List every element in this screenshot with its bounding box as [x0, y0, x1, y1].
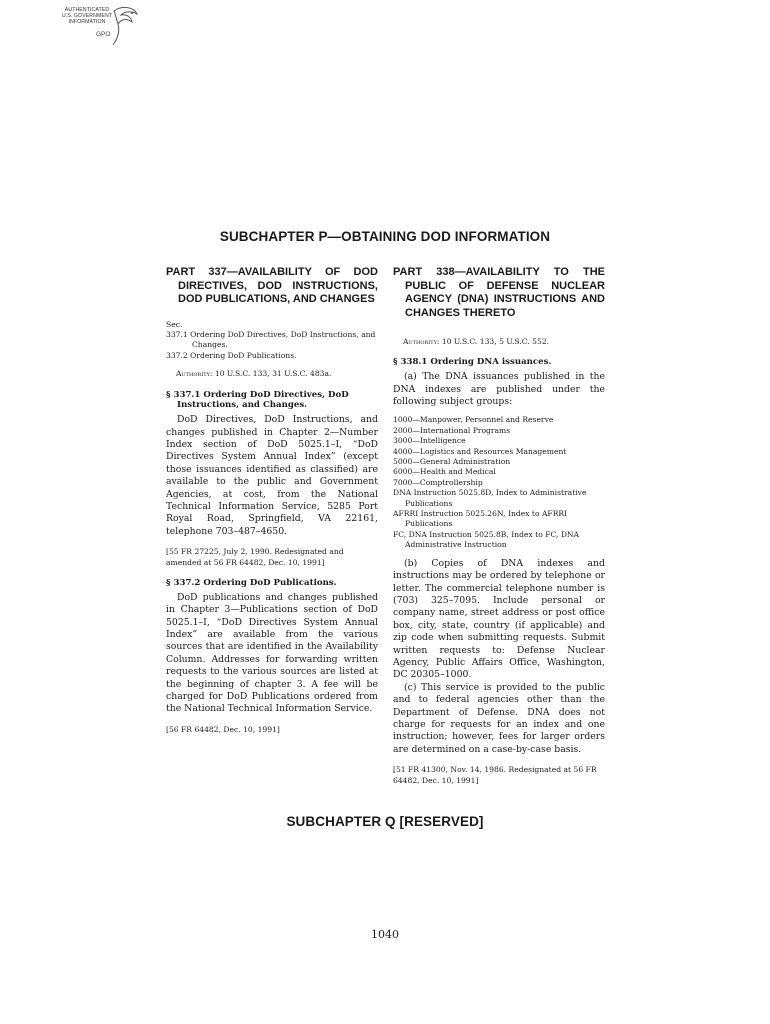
auth-line-2: U.S. GOVERNMENT [61, 13, 113, 19]
section-337-1-text: DoD Directives, DoD Instructions, and changes published in Chapter 2—Number Index section of DoD 5025.1–I, “DoD Directives System Annual Index” (except those issuances identified as classified) are available to the public and Government Agencies, at cost, from the National Technical Information Service, 5285 Port Royal Road, Springfield, VA 22161, telephone 703–487–4650. [166, 414, 378, 537]
list-item: DNA Instruction 5025.8D, Index to Administrative Publications [393, 488, 587, 508]
part-338-title: PART 338—AVAILABILITY TO THE PUBLIC OF DEFENSE NUCLEAR AGENCY (DNA) INSTRUCTIONS AND CHANGES THERETO [393, 266, 605, 319]
list-item: 4000—Logistics and Resources Management [393, 446, 567, 456]
gpo-authentication-logo [56, 5, 148, 51]
list-item: 6000—Health and Medical [393, 467, 496, 477]
section-337-2-citation: [56 FR 64482, Dec. 10, 1991] [166, 724, 280, 734]
authority-text: 10 U.S.C. 133, 5 U.S.C. 552. [441, 337, 550, 346]
subchapter-q-title: SUBCHAPTER Q [RESERVED] [286, 814, 484, 829]
list-item: FC, DNA Instruction 5025.8B, Index to FC, DNA Administrative Instruction [393, 529, 580, 550]
authority-label: Authority: [176, 369, 213, 379]
list-item: 2000—International Programs [393, 425, 511, 435]
list-item: 1000—Manpower, Personnel and Reserve [393, 415, 554, 425]
toc-item: 337.1 Ordering DoD Directives, DoD Instructions, and Changes. [166, 329, 376, 350]
left-column [166, 266, 378, 735]
part-337-title: PART 337—AVAILABILITY OF DOD DIRECTIVES, DOD INSTRUCTIONS, DOD PUBLICATIONS, AND CHANGES [166, 266, 378, 305]
authority-note [393, 337, 605, 347]
section-337-2-heading: § 337.2 Ordering DoD Publications. [166, 578, 337, 588]
eagle-icon [110, 5, 140, 49]
toc-item: 337.2 Ordering DoD Publications. [166, 350, 297, 360]
section-table-of-contents [166, 320, 378, 362]
subject-groups-list [393, 415, 605, 550]
list-item: AFRRI Instruction 5025.26N, Index to AFRRI Publications [393, 509, 568, 529]
gpo-label: GPO [96, 31, 111, 38]
section-337-2-text: DoD publications and changes published in Chapter 3—Publications section of DoD 5025.1–I, “DoD Directives System Annual Index” are available from the various sources that are identified in the Availability Column. Addresses for forwarding written requests to the various sources are listed at the beginning of chapter 3. A fee will be charged for DoD Publications ordered from the National Technical Information Service. [166, 591, 378, 715]
authority-label: Authority: [403, 337, 440, 346]
subchapter-p-title: SUBCHAPTER P—OBTAINING DOD INFORMATION [219, 229, 551, 244]
authentication-text [56, 7, 118, 25]
right-column [393, 266, 605, 786]
authority-note [166, 369, 378, 379]
paragraph-b: (b) Copies of DNA indexes and instructions may be ordered by telephone or letter. The commercial telephone number is (703) 325–7095. Include personal or company name, street address or post office box, city, state, country (if applicable) and zip code when submitting requests. Submit written requests to: Defense Nuclear Agency, Public Affairs Office, Washington, DC 20305–1000. [393, 557, 605, 681]
page-number: 1040 [371, 928, 399, 941]
authority-text: 10 U.S.C. 133, 31 U.S.C. 483a. [214, 369, 332, 379]
list-item: 5000—General Administration [393, 457, 511, 467]
section-337-1-heading: § 337.1 Ordering DoD Directives, DoD Instructions, and Changes. [166, 389, 349, 411]
section-338-1-citation: [51 FR 41300, Nov. 14, 1986. Redesignated at 56 FR 64482, Dec. 10, 1991] [393, 765, 597, 785]
list-item: 3000—Intelligence [393, 436, 466, 446]
list-item: 7000—Comptrollership [393, 477, 483, 487]
toc-label: Sec. [166, 319, 183, 329]
section-338-1-heading: § 338.1 Ordering DNA issuances. [393, 357, 552, 368]
auth-line-1: AUTHENTICATED [64, 7, 110, 13]
paragraph-a: (a) The DNA issuances published in the DNA indexes are published under the following subject groups: [393, 371, 605, 408]
auth-line-3: INFORMATION [68, 19, 106, 25]
section-337-1-citation: [55 FR 27225, July 2, 1990. Redesignated and amended at 56 FR 64482, Dec. 10, 1991] [166, 547, 344, 567]
paragraph-c: (c) This service is provided to the public and to federal agencies other than the Department of Defense. DNA does not charge for requests for an index and one instruction; however, fees for larger orders are determined on a case-by-case basis. [393, 681, 605, 755]
